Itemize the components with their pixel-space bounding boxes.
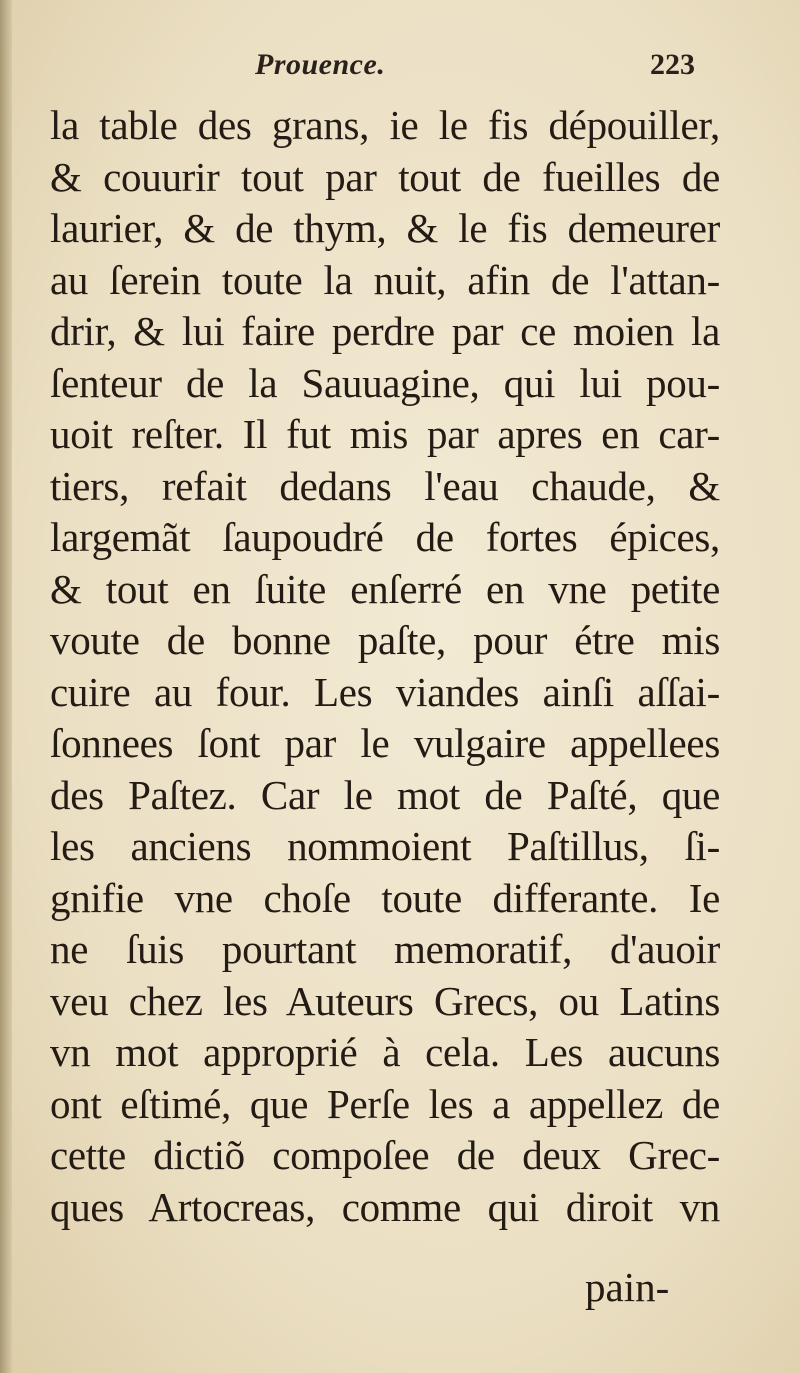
text-line: cuire au four. Les viandes ainſi aſſai-	[50, 668, 720, 715]
text-line: largemãt ſaupoudré de fortes épices,	[50, 514, 720, 560]
text-line: & couurir tout par tout de fueilles de	[50, 153, 720, 200]
running-title: Prouence.	[255, 48, 386, 81]
text-line: ne ſuis pourtant memoratif, d'auoir	[50, 926, 720, 972]
text-line: & tout en ſuite enſerré en vne petite	[50, 565, 720, 612]
text-line: des Paſtez. Car le mot de Paſté, que	[50, 771, 720, 818]
text-line: gnifie vne choſe toute differante. Ie	[50, 874, 720, 921]
text-line: vn mot approprié à cela. Les aucuns	[50, 1029, 720, 1075]
text-line: ſonnees ſont par le vulgaire appellees	[50, 720, 720, 766]
text-line: ſenteur de la Sauuagine, qui lui pou-	[50, 359, 720, 406]
text-line: uoit reſter. Il fut mis par apres en car-	[50, 411, 720, 457]
text-line: ques Artocreas, comme qui diroit vn	[50, 1183, 720, 1230]
text-line: tiers, refait dedans l'eau chaude, &	[50, 462, 720, 509]
book-spine-edge	[0, 0, 12, 1373]
page-number: 223	[650, 48, 695, 81]
text-line: ont eſtimé, que Perſe les a appellez de	[50, 1080, 720, 1127]
text-line: cette dictiõ compoſee de deux Grec-	[50, 1132, 720, 1178]
body-text	[50, 100, 720, 1233]
text-line: laurier, & de thym, & le fis demeurer	[50, 205, 720, 251]
page-header	[0, 48, 800, 98]
text-line: les anciens nommoient Paſtillus, ſi-	[50, 823, 720, 869]
text-line: voute de bonne paſte, pour étre mis	[50, 617, 720, 663]
text-line: veu chez les Auteurs Grecs, ou Latins	[50, 977, 720, 1024]
text-line: la table des grans, ie le fis dépouiller,	[50, 102, 720, 148]
catchword: pain-	[585, 1264, 670, 1310]
text-line: drir, & lui faire perdre par ce moien la	[50, 308, 720, 354]
text-line: au ſerein toute la nuit, afin de l'attan-	[50, 256, 720, 303]
